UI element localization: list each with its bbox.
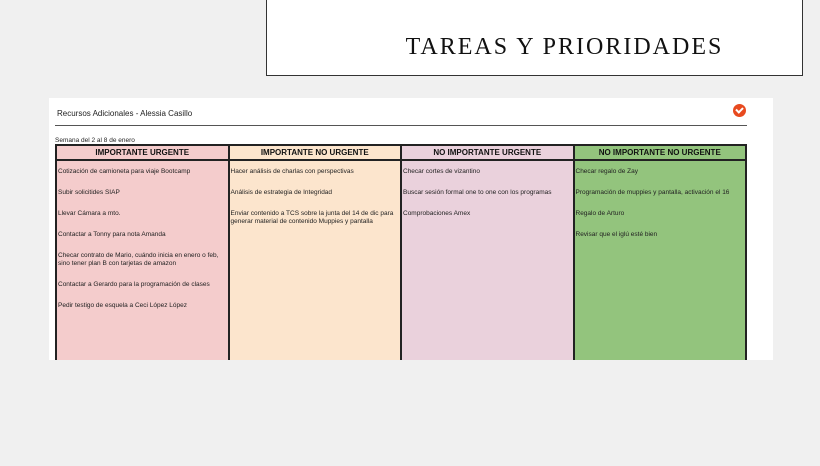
task-item: Cotización de camioneta para viaje Bootcamp: [58, 168, 191, 175]
column-header: NO IMPORTANTE URGENTE: [402, 144, 573, 161]
task-item: Enviar contenido a TCS sobre la junta del 14 de dic para generar material de contenido Muppies y pantalla: [230, 210, 394, 225]
task-item: Checar cortes de vizantino: [403, 168, 480, 175]
header-divider: [55, 125, 747, 126]
column-important-not-urgent: [230, 144, 403, 360]
task-item: Contactar a Tonny para nota Amanda: [58, 231, 166, 238]
column-header: IMPORTANTE NO URGENTE: [230, 144, 401, 161]
task-item: Subir solicitides SIAP: [58, 189, 120, 196]
task-item: Checar contrato de Mario, cuándo inicia en enero o feb, sino tener plan B con tarjetas de amazon: [58, 252, 219, 267]
slide-title-box: [266, 0, 803, 76]
sheet-header: Recursos Adicionales - Alessia Casillo: [57, 109, 193, 118]
task-item: Programación de muppies y pantalla, activación el 16: [575, 189, 730, 196]
spreadsheet-image: [49, 98, 773, 360]
task-item: Hacer análisis de charlas con perspectivas: [230, 168, 354, 175]
priority-matrix: [55, 144, 747, 360]
slide-title: TAREAS Y PRIORIDADES: [405, 34, 724, 60]
task-item: Buscar sesión formal one to one con los programas: [403, 189, 552, 196]
task-item: Contactar a Gerardo para la programación de clases: [58, 281, 210, 288]
column-not-important-not-urgent: [575, 144, 748, 360]
task-item: Análisis de estrategia de Integridad: [230, 189, 333, 196]
week-label: Semana del 2 al 8 de enero: [55, 137, 135, 144]
column-header: NO IMPORTANTE NO URGENTE: [575, 144, 746, 161]
task-item: Regalo de Arturo: [575, 210, 625, 217]
task-item: Revisar que el iglú esté bien: [575, 231, 658, 238]
cmc-logo-icon: [733, 104, 746, 117]
column-important-urgent: [57, 144, 230, 360]
task-item: Llevar Cámara a mto.: [58, 210, 121, 217]
task-item: Comprobaciones Amex: [403, 210, 471, 217]
column-not-important-urgent: [402, 144, 575, 360]
task-item: Pedir testigo de esquela a Ceci López López: [58, 302, 188, 309]
task-item: Checar regalo de Zay: [575, 168, 639, 175]
column-header: IMPORTANTE URGENTE: [57, 144, 228, 161]
